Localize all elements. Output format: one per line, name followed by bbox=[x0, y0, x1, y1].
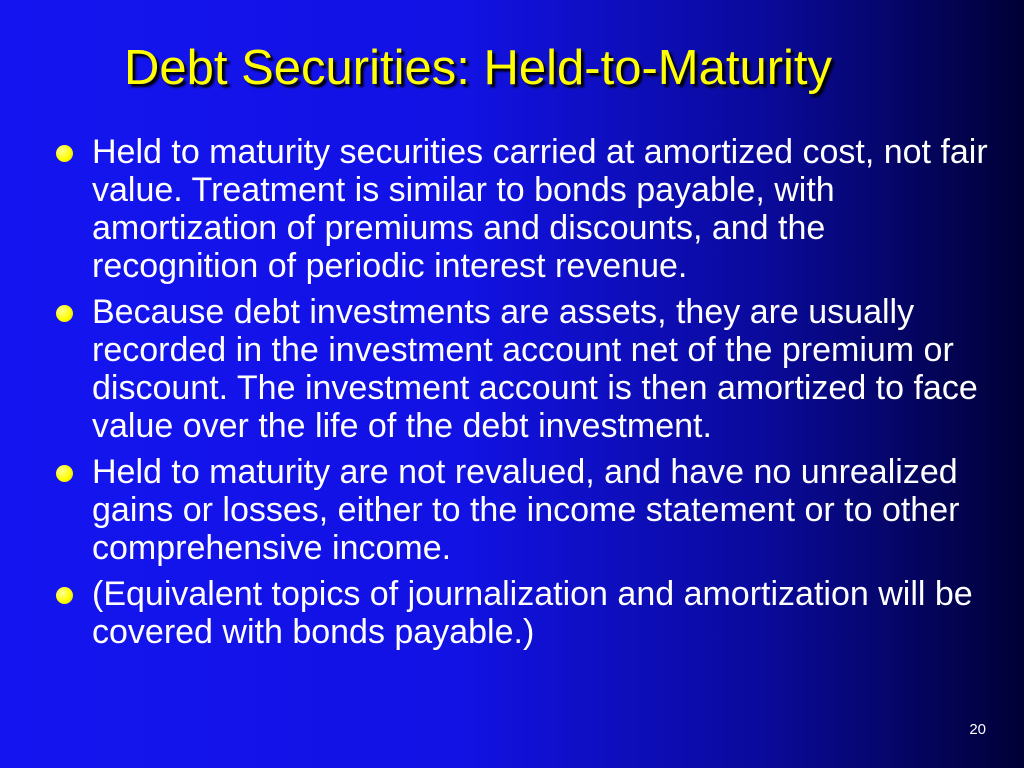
bullet-dot-icon bbox=[56, 465, 73, 482]
bullet-dot-icon bbox=[56, 145, 73, 162]
bullet-dot-icon bbox=[56, 587, 73, 604]
bullet-text: Because debt investments are assets, they are usually recorded in the investment account net of the premium or discount. The investment account is then amortized to face value over the life of the debt investment. bbox=[92, 293, 978, 445]
slide-title: Debt Securities: Held-to-Maturity bbox=[124, 41, 833, 95]
bullet-item bbox=[52, 133, 992, 285]
bullet-text: Held to maturity securities carried at amortized cost, not fair value. Treatment is similar to bonds payable, with amortization of premiums and discounts, and the recognition of periodic interest revenue. bbox=[92, 133, 988, 285]
bullet-item bbox=[52, 293, 992, 445]
bullet-dot-icon bbox=[56, 305, 73, 322]
bullet-text: (Equivalent topics of journalization and amortization will be covered with bonds payable.) bbox=[92, 575, 973, 651]
bullet-item bbox=[52, 575, 992, 651]
bullet-item bbox=[52, 453, 992, 567]
bullet-text: Held to maturity are not revalued, and have no unrealized gains or losses, either to the income statement or to other comprehensive income. bbox=[92, 453, 960, 567]
page-number: 20 bbox=[969, 721, 986, 738]
bullet-list bbox=[52, 133, 992, 659]
